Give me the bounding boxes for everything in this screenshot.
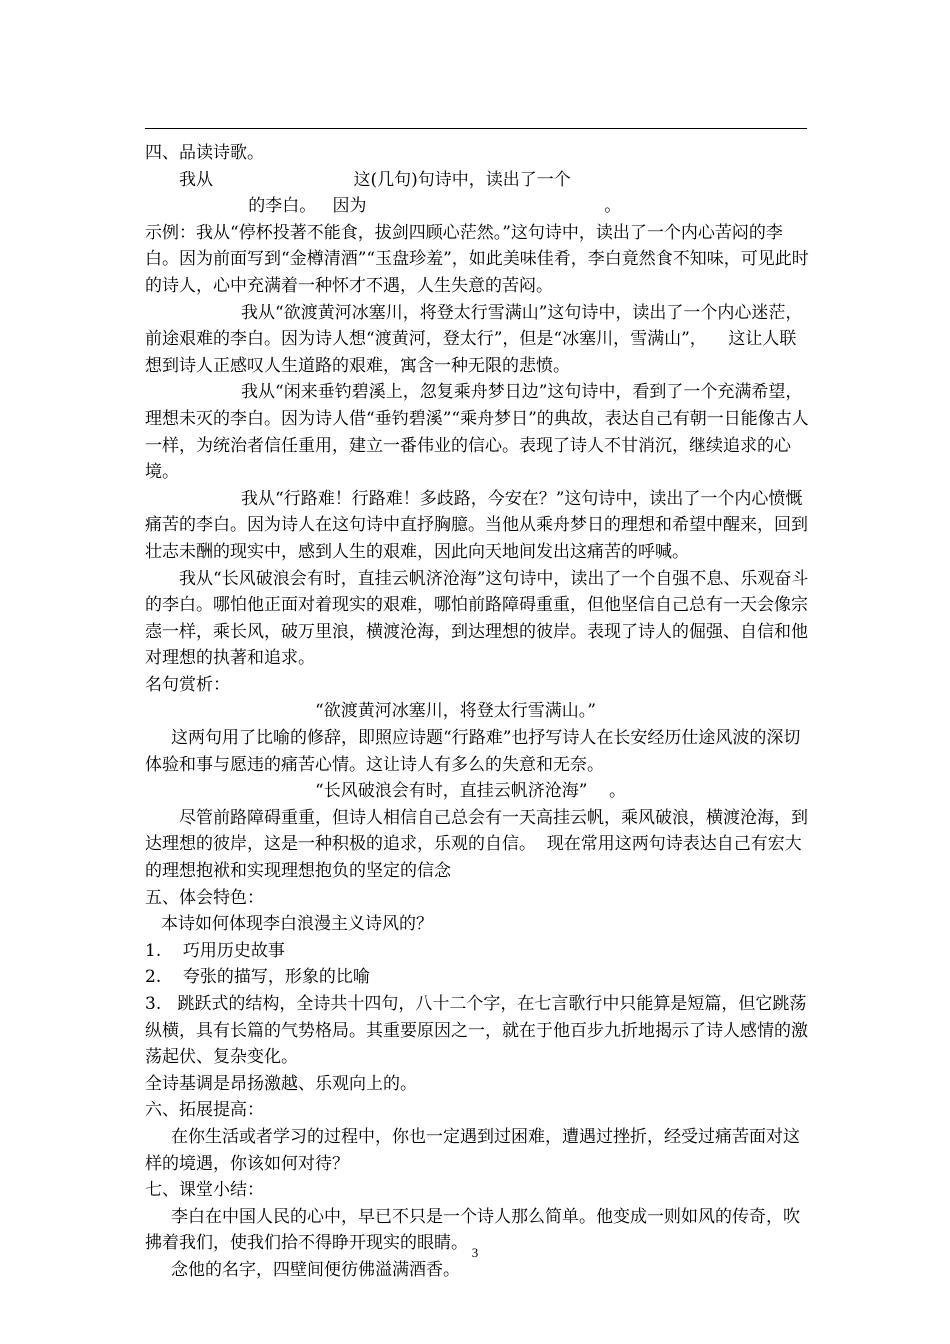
quote-2-analysis: 尽管前路障碍重重，但诗人相信自己总会有一天高挂云帆，乘风破浪，横渡沧海，到达理想的彼岸，这是一种积极的追求，乐观的自信。 现在常用这两句诗表达自己有宏大的理想抱袱和实现理想抱负的坚定的信念 xyxy=(145,807,808,882)
section-6-heading: 六、拓展提高： xyxy=(145,1100,264,1121)
document-body xyxy=(145,140,810,1284)
section-7-text-2: 念他的名字，四壁间便彷佛溢满酒香。 xyxy=(171,1259,460,1280)
example-paragraph-3: 我从“闲来垂钓碧溪上，忽复乘舟梦日边”这句诗中，看到了一个充满希望，理想未灭的李白。因为诗人借“垂钓碧溪”“乘舟梦日”的典故，表达自己有朝一日能像古人一样，为统治者信任重用，建立一番伟业的信心。表现了诗人不甘消沉，继续追求的心境。 xyxy=(145,382,809,483)
famous-lines-heading: 名句赏析： xyxy=(145,674,230,695)
section-5-heading: 五、体会特色： xyxy=(145,887,264,908)
example-paragraph-4: 我从“行路难！行路难！多歧路，今安在？”这句诗中，读出了一个内心愤慨痛苦的李白。因为诗人在这句诗中直抒胸臆。当他从乘舟梦日的理想和希望中醒来，回到壮志未酬的现实中，感到人生的艰难，因此向天地间发出这痛苦的呼喊。 xyxy=(145,488,808,562)
section-6-text: 在你生活或者学习的过程中，你也一定遇到过困难，遭遇过挫折，经受过痛苦面对这样的境遇，你该如何对待？ xyxy=(145,1126,800,1174)
example-paragraph-2: 我从“欲渡黄河冰塞川，将登太行雪满山”这句诗中，读出了一个内心迷茫，前途艰难的李白。因为诗人想“渡黄河，登太行”，但是“冰塞川，雪满山”， 这让人联想到诗人正感叹人生道路的艰难，寓含一种无限的悲愤。 xyxy=(145,302,803,376)
list-item-2: 2. 夸张的描写，形象的比喻 xyxy=(145,967,370,988)
section-7-text-1: 李白在中国人民的心中，早已不只是一个诗人那么简单。他变成一则如风的传奇，吹拂着我们，使我们拾不得睁开现实的眼睛。 xyxy=(145,1206,800,1254)
example-paragraph-5: 我从“长风破浪会有时，直挂云帆济沧海”这句诗中，读出了一个自强不息、乐观奋斗的李白。哪怕他正面对着现实的艰难，哪怕前路障碍重重，但他坚信自己总有一天会像宗悫一样，乘长风，破万里浪，横渡沧海，到达理想的彼岸。表现了诗人的倔强、自信和他对理想的执著和追求。 xyxy=(145,568,809,669)
example-paragraph-1: 示例：我从“停杯投著不能食，拔剑四顾心茫然。”这句诗中，读出了一个内心苦闷的李白。因为前面写到“金樽清酒”“玉盘珍羞”，如此美味佳肴，李白竟然食不知味，可见此时的诗人，心中充满着一种怀才不遇，人生失意的苦闷。 xyxy=(145,222,809,296)
list-item-3: 3. 跳跃式的结构，全诗共十四句，八十二个字，在七言歌行中只能算是短篇，但它跳荡纵横，具有长篇的气势格局。其重要原因之一，就在于他百步九折地揭示了诗人感情的激荡起伏、复杂变化。 xyxy=(145,994,808,1068)
header-rule xyxy=(145,128,807,129)
quote-2: “长风破浪会有时，直挂云帆济沧海” 。 xyxy=(315,781,626,802)
quote-1-analysis: 这两句用了比喻的修辞，即照应诗题“行路难”也抒写诗人在长安经历仕途风波的深切体验和事与愿违的痛苦心情。这让诗人有多么的失意和无奈。 xyxy=(145,728,801,775)
section-4-heading: 四、品读诗歌。 xyxy=(145,143,264,163)
page-number: 3 xyxy=(471,1245,479,1260)
section-5-question: 本诗如何体现李白浪漫主义诗风的？ xyxy=(161,914,433,935)
quote-1: “欲渡黄河冰塞川，将登太行雪满山。” xyxy=(315,701,596,722)
fill-in-prompt-line-2: 的李白。 因为 。 xyxy=(205,196,622,217)
list-item-1: 1. 巧用历史故事 xyxy=(145,940,285,961)
section-7-heading: 七、课堂小结： xyxy=(145,1180,264,1201)
fill-in-prompt-line-1: 我从 这(几句)句诗中，读出了一个 xyxy=(179,169,571,190)
poem-tone: 全诗基调是昂扬激越、乐观向上的。 xyxy=(145,1073,417,1094)
